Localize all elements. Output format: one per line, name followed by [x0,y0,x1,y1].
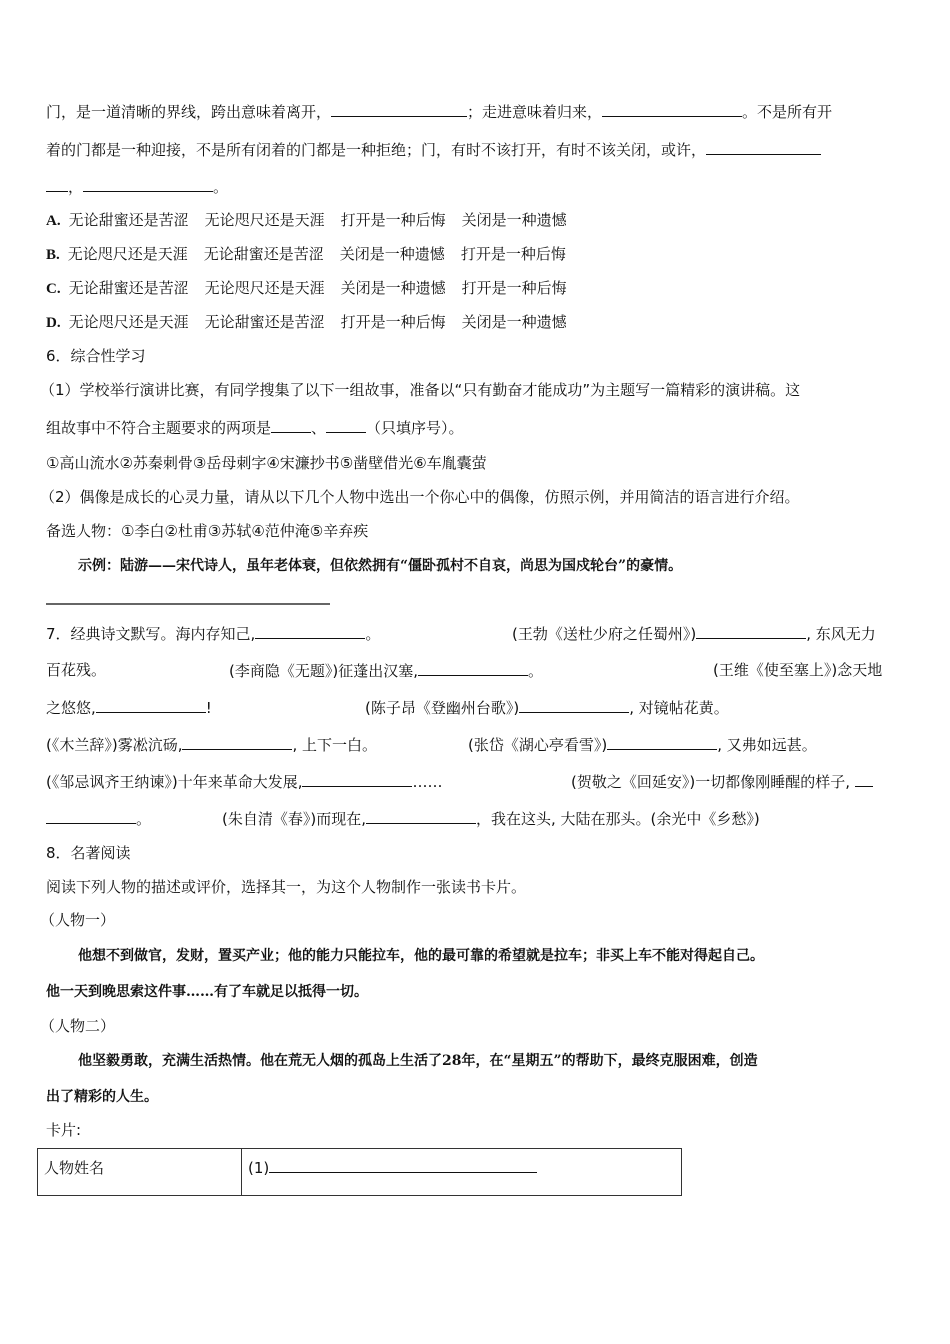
q7-line6-b [222,808,760,829]
answer-line[interactable] [46,603,330,605]
card-field-number: (1) [248,1159,270,1177]
q7-text: (贺敬之《回延安》)一切都像刚睡醒的样子, [571,773,855,791]
answer-blank[interactable] [366,808,476,824]
q7-line6-a [46,808,151,829]
q7-text: (《木兰辞》)雾凇沆砀, [46,736,183,754]
q5-text: 。不是所有开 [742,103,833,121]
table-row [38,1149,682,1196]
q8-person2-label: （人物二） [40,1017,116,1035]
q7-text: ，我在这头, 大陆在那头。(余光中《乡愁》) [475,810,760,828]
option-part: 关闭是一种遗憾 [461,211,567,229]
q8-person1-label: （人物一） [40,911,116,929]
option-part: 打开是一种后悔 [460,245,566,263]
q7-text: 。 [365,625,381,643]
q5-option-c[interactable] [46,278,583,299]
q8-person2-desc-line1: 他坚毅勇敢，充满生活热情。他在荒无人烟的孤岛上生活了28年，在“星期五”的帮助下，最终克服困难，创造 [78,1053,758,1069]
q7-source: (陈子昂《登幽州台歌》) [365,699,520,717]
q7-text: …… [412,773,443,791]
q7-line2-c: (王维《使至塞上》)念天地 [713,661,883,679]
q7-text: ! [205,699,212,717]
q7-line4-left [46,734,377,755]
q7-text: , 东风无力 [806,625,876,643]
option-part: 打开是一种后悔 [461,279,567,297]
q8-title: 8．名著阅读 [46,844,131,862]
answer-blank[interactable] [418,660,528,676]
answer-blank[interactable] [331,101,467,117]
card-field-value[interactable] [242,1149,682,1196]
answer-blank[interactable] [269,1157,537,1173]
q8-instruction: 阅读下列人物的描述或评价，选择其一，为这个人物制作一张读书卡片。 [46,878,527,896]
answer-blank[interactable] [255,623,365,639]
q7-text: 。 [136,810,152,828]
answer-blank[interactable] [855,771,873,787]
answer-blank[interactable] [46,808,136,824]
option-part: 无论甜蜜还是苦涩 [68,211,189,229]
q6-text: 组故事中不符合主题要求的两项是 [46,419,272,437]
option-letter: A. [46,213,61,229]
option-letter: D. [46,315,61,331]
option-part: 关闭是一种遗憾 [339,245,445,263]
q6-title: 6．综合性学习 [46,347,146,365]
answer-blank[interactable] [182,734,292,750]
q7-line3-left [46,697,212,718]
answer-blank[interactable] [271,417,311,433]
q5-text: 着的门都是一种迎接，不是所有闭着的门都是一种拒绝；门，有时不该打开，有时不该关闭，或许， [46,141,707,159]
q7-source: (王勃《送杜少府之任蜀州》) [512,625,697,643]
answer-blank[interactable] [46,176,68,192]
option-part: 无论咫尺还是天涯 [68,313,189,331]
q5-text: 。 [213,178,229,196]
q6-stories: ①高山流水②苏秦刺骨③岳母刺字④宋濂抄书⑤凿壁借光⑥车胤囊萤 [46,454,487,472]
option-letter: C. [46,281,61,297]
q7-text: (朱自清《春》)而现在, [222,810,366,828]
q7-text: , 又弗如远甚。 [717,736,817,754]
q7-text: (《邹忌讽齐王纳谏》)十年来革命大发展, [46,773,303,791]
q6-example: 示例：陆游——宋代诗人，虽年老体衰，但依然拥有“僵卧孤村不自哀，尚思为国戍轮台”的豪情。 [78,558,683,574]
answer-blank[interactable] [326,417,366,433]
q6-text: （只填序号）。 [366,419,464,437]
answer-blank[interactable] [302,771,412,787]
option-part: 打开是一种后悔 [340,211,446,229]
q5-text: ；走进意味着归来， [467,103,603,121]
option-part: 无论咫尺还是天涯 [204,279,325,297]
q8-person1-desc-line2: 他一天到晚思索这件事……有了车就足以抵得一切。 [46,984,368,1000]
q7-line2-a: 百花残。 [46,661,107,679]
q7-text: 之悠悠, [46,699,96,717]
option-part: 无论咫尺还是天涯 [67,245,188,263]
q7-text: 。 [527,662,543,680]
q5-text: ， [68,178,84,196]
q7-line2-b [229,660,543,681]
q6-part2: （2）偶像是成长的心灵力量，请从以下几个人物中选出一个你心中的偶像，仿照示例，并用简洁的语言进行介绍。 [40,488,800,506]
q7-text: 7．经典诗文默写。海内存知己, [46,625,256,643]
answer-blank[interactable] [96,697,206,713]
q5-stem-line3 [46,176,228,197]
q7-line5-right [571,771,873,792]
option-part: 无论甜蜜还是苦涩 [204,313,325,331]
q8-person1-desc-line1: 他想不到做官，发财，置买产业；他的能力只能拉车，他的最可靠的希望就是拉车；非买上车不能对得起自己。 [78,948,764,964]
answer-blank[interactable] [607,734,717,750]
q7-line3-right [365,697,729,718]
answer-blank[interactable] [83,176,213,192]
q7-text: , 上下一白。 [292,736,378,754]
q6-text: 、 [311,419,327,437]
option-part: 无论甜蜜还是苦涩 [203,245,324,263]
q7-line1-left [46,623,380,644]
q6-part1-line1: （1）学校举行演讲比赛，有同学搜集了以下一组故事，准备以“只有勤奋才能成功”为主题写一篇精彩的演讲稿。这 [40,381,801,399]
q5-stem-line2 [46,139,821,160]
q5-stem-line1 [46,101,832,122]
q5-text: 门，是一道清晰的界线，跨出意味着离开， [46,103,332,121]
answer-blank[interactable] [519,697,629,713]
answer-blank[interactable] [696,623,806,639]
q5-option-a[interactable] [46,210,583,231]
option-part: 关闭是一种遗憾 [461,313,567,331]
reading-card-table [37,1148,682,1196]
q7-line4-right [468,734,817,755]
option-part: 关闭是一种遗憾 [340,279,446,297]
q7-line5-left [46,771,442,792]
option-part: 无论咫尺还是天涯 [204,211,325,229]
q8-person2-desc-line2: 出了精彩的人生。 [46,1089,158,1105]
card-field-label: 人物姓名 [38,1149,242,1196]
q5-option-b[interactable] [46,244,582,265]
q8-card-label: 卡片: [46,1121,82,1139]
option-part: 无论甜蜜还是苦涩 [68,279,189,297]
option-letter: B. [46,247,60,263]
option-part: 打开是一种后悔 [340,313,446,331]
q6-part1-line2 [46,417,464,438]
q7-line1-right [512,623,876,644]
q6-candidates: 备选人物：①李白②杜甫③苏轼④范仲淹⑤辛弃疾 [46,522,369,540]
answer-blank[interactable] [706,139,821,155]
q7-text: (李商隐《无题》)征蓬出汉塞, [229,662,418,680]
q7-text: , 对镜帖花黄。 [629,699,729,717]
q7-source: (张岱《湖心亭看雪》) [468,736,608,754]
q5-option-d[interactable] [46,312,583,333]
answer-blank[interactable] [602,101,742,117]
